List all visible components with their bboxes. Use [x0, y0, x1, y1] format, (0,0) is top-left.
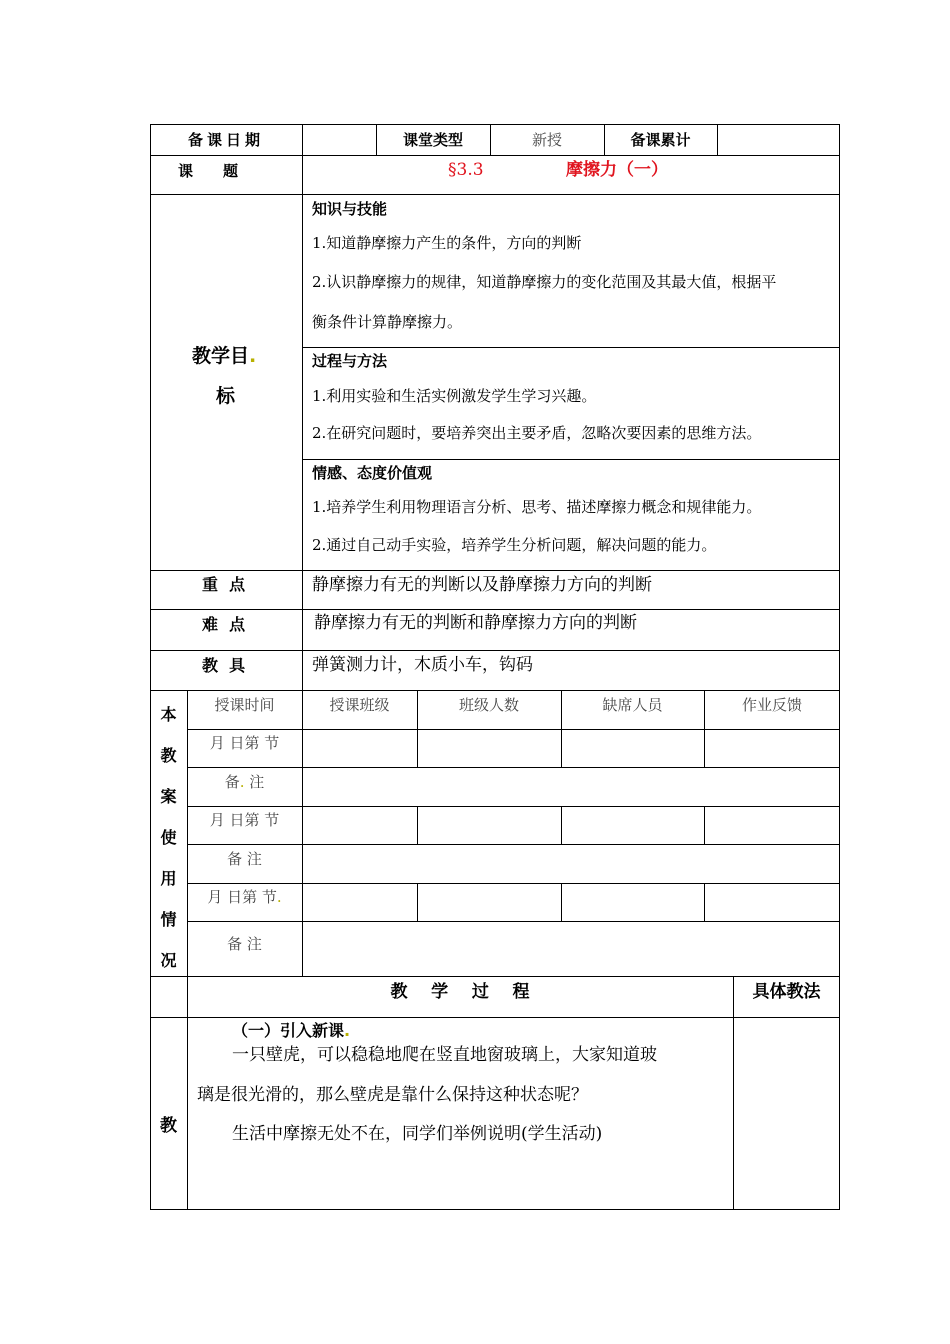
row-divider: [187, 921, 840, 922]
method-label: 具体教法: [752, 982, 821, 1002]
lesson-side-label: 教: [160, 1116, 177, 1136]
col-divider: [733, 976, 734, 1210]
process-item: 1.利用实验和生活实例激发学生学习兴趣。: [312, 387, 597, 405]
time-cell: 月 日第 节.: [207, 888, 282, 906]
knowledge-item: 2.认识静摩擦力的规律，知道静摩擦力的变化范围及其最大值，根据平: [312, 273, 777, 291]
lesson-paragraph: 一只壁虎，可以稳稳地爬在竖直地窗玻璃上，大家知道玻: [232, 1045, 657, 1065]
col-divider: [302, 124, 303, 690]
row-divider: [302, 459, 840, 460]
note-label: 备 注: [227, 850, 262, 868]
row-divider: [187, 883, 840, 884]
tools-label: 教 具: [202, 656, 246, 675]
column-header: 缺席人员: [602, 696, 663, 714]
process-item: 2.在研究问题时，要培养突出主要矛盾，忽略次要因素的思维方法。: [312, 424, 762, 442]
row-divider: [302, 347, 840, 348]
row-divider: [187, 729, 840, 730]
date-label: 备课日期: [187, 131, 264, 149]
row-divider: [150, 650, 840, 651]
row-divider: [150, 976, 840, 977]
col-divider: [561, 806, 562, 844]
note-label: 备 注: [227, 935, 262, 953]
attitude-item: 2.通过自己动手实验，培养学生分析问题，解决问题的能力。: [312, 536, 717, 554]
col-divider: [717, 124, 718, 155]
col-divider: [704, 883, 705, 921]
process-heading: 过程与方法: [312, 352, 388, 370]
time-cell: 月 日第 节: [209, 734, 280, 752]
column-header: 授课班级: [329, 696, 390, 714]
key-point-value: 静摩擦力有无的判断以及静摩擦力方向的判断: [312, 575, 652, 595]
col-divider: [302, 690, 303, 976]
time-cell: 月 日第 节: [209, 811, 280, 829]
row-divider: [150, 570, 840, 571]
row-divider: [187, 767, 840, 768]
row-divider: [187, 806, 840, 807]
section-heading: （一）引入新课.: [232, 1021, 351, 1040]
row-divider: [150, 194, 840, 195]
knowledge-item: 1.知道静摩擦力产生的条件，方向的判断: [312, 234, 582, 252]
lesson-paragraph: 璃是很光滑的，那么壁虎是靠什么保持这种状态呢？: [197, 1085, 588, 1105]
attitude-heading: 情感、态度价值观: [312, 464, 433, 482]
objectives-label-2: 标: [216, 385, 236, 407]
row-divider: [150, 1017, 840, 1018]
column-header: 作业反馈: [741, 696, 802, 714]
column-header: 授课时间: [214, 696, 275, 714]
col-divider: [417, 883, 418, 921]
row-divider: [150, 609, 840, 610]
class-type-label: 课堂类型: [402, 131, 463, 149]
note-label: 备. 注: [224, 773, 265, 791]
topic-title: 摩擦力（一）: [566, 160, 668, 180]
lesson-paragraph: 生活中摩擦无处不在，同学们举例说明(学生活动): [232, 1124, 603, 1144]
objectives-label: 教学目.: [192, 345, 257, 367]
row-divider: [150, 155, 840, 156]
tools-value: 弹簧测力计，木质小车，钩码: [312, 655, 533, 675]
knowledge-item: 衡条件计算静摩擦力。: [312, 313, 463, 331]
usage-side-label: 本 教 案 使 用 情 况: [160, 705, 177, 970]
topic-section: §3.3: [448, 160, 484, 180]
key-point-label: 重 点: [202, 575, 246, 594]
col-divider: [704, 806, 705, 844]
process-title: 教 学 过 程: [390, 982, 530, 1002]
difficulty-value: 静摩擦力有无的判断和静摩擦力方向的判断: [314, 613, 637, 633]
cumulative-label: 备课累计: [630, 131, 691, 149]
col-divider: [417, 806, 418, 844]
row-divider: [150, 690, 840, 691]
difficulty-label: 难 点: [202, 615, 246, 634]
knowledge-heading: 知识与技能: [312, 200, 388, 218]
class-type-value: 新授: [531, 131, 562, 149]
attitude-item: 1.培养学生利用物理语言分析、思考、描述摩擦力概念和规律能力。: [312, 498, 762, 516]
column-header: 班级人数: [458, 696, 519, 714]
row-divider: [187, 844, 840, 845]
col-divider: [561, 883, 562, 921]
topic-label: 课 题: [178, 162, 239, 180]
